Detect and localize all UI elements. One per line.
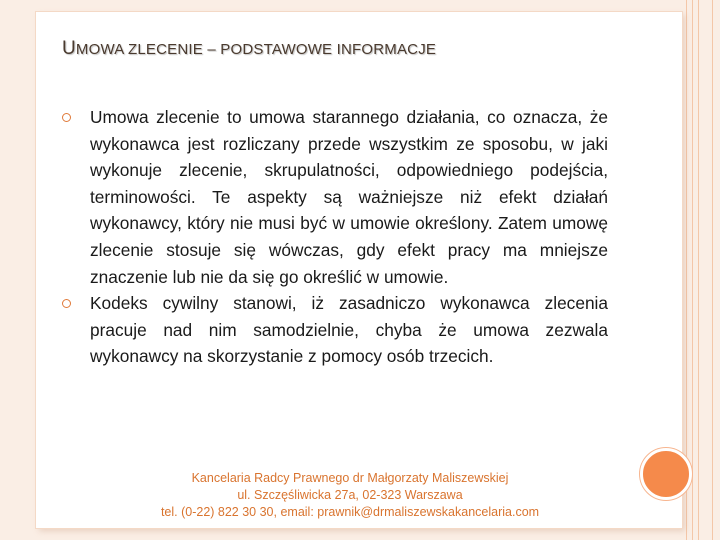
bullet-list: [62, 104, 608, 370]
bullet-item: [62, 104, 608, 290]
slide-title: [62, 38, 622, 60]
footer-contact: [100, 470, 600, 521]
bullet-text: Umowa zlecenie to umowa starannego działania, co oznacza, że wykonawca jest rozliczany przede wszystkim ze sposobu, w jaki wykonuje zlecenie, skrupulatności, odpowiedniego podejścia, terminowości. Te aspekty są ważniejsze niż efekt działań wykonawcy, który nie musi być w umowie określony. Zatem umowę zlecenie stosuje się wówczas, gdy efekt pracy ma mniejsze znaczenie lub nie da się go określić w umowie.: [90, 107, 608, 287]
footer-address: ul. Szczęśliwicka 27a, 02-323 Warszawa: [237, 488, 463, 502]
orange-circle-icon: [640, 448, 692, 500]
bullet-item: [62, 290, 608, 370]
bullet-text: Kodeks cywilny stanowi, iż zasadniczo wykonawca zlecenia pracuje nad nim samodzielnie, chyba że umowa zezwala wykonawcy na skorzystanie z pomocy osób trzecich.: [90, 293, 608, 367]
title-first-letter: U: [62, 38, 76, 59]
title-rest: MOWA ZLECENIE – PODSTAWOWE INFORMACJE: [75, 41, 437, 58]
footer-phone-email: tel. (0-22) 822 30 30, email: prawnik@drmaliszewskakancelaria.com: [160, 505, 540, 519]
footer-firm-name: Kancelaria Radcy Prawnego dr Małgorzaty Maliszewskiej: [191, 471, 509, 485]
circle-bullet-icon: [62, 113, 71, 122]
circle-bullet-icon: [62, 299, 71, 308]
